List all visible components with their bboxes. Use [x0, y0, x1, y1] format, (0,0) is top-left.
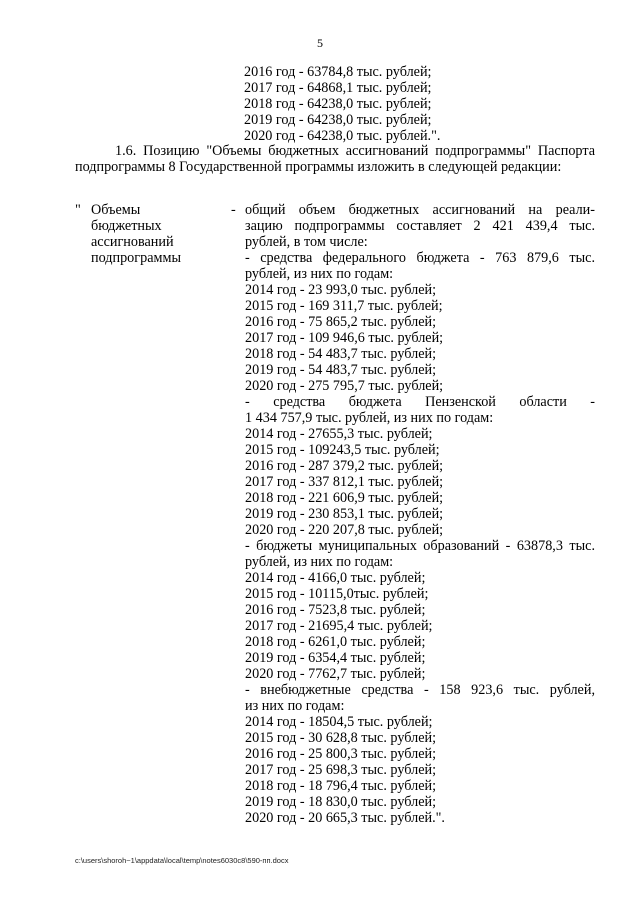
row-label: [91, 202, 221, 266]
federal-year-line: 2015 год - 169 311,7 тыс. рублей;: [245, 298, 443, 314]
extrabudget-year-line: 2020 год - 20 665,3 тыс. рублей.".: [245, 810, 445, 826]
amendment-paragraph: 1.6. Позицию "Объемы бюджетных ассигнований подпрограммы" Паспорта подпрограммы 8 Государственной программы изложить в следующей редакции:: [75, 143, 595, 176]
open-quote: ": [75, 202, 81, 218]
label-line: подпрограммы: [91, 250, 181, 266]
extrabudget-year-line: 2017 год - 25 698,3 тыс. рублей;: [245, 762, 437, 778]
municipal-heading: - бюджеты муниципальных образований - 63878,3 тыс.: [245, 538, 595, 554]
row-dash: -: [231, 202, 236, 218]
extrabudget-heading: - внебюджетные средства - 158 923,6 тыс. рублей,: [245, 682, 595, 698]
row-content: [245, 202, 595, 826]
top-year-list: [244, 64, 440, 144]
year-line: 2018 год - 64238,0 тыс. рублей;: [244, 96, 432, 112]
intro-line: рублей, в том числе:: [245, 234, 368, 250]
municipal-year-line: 2015 год - 10115,0тыс. рублей;: [245, 586, 429, 602]
municipal-year-line: 2019 год - 6354,4 тыс. рублей;: [245, 650, 426, 666]
municipal-year-line: 2017 год - 21695,4 тыс. рублей;: [245, 618, 433, 634]
regional-year-line: 2019 год - 230 853,1 тыс. рублей;: [245, 506, 444, 522]
year-line: 2019 год - 64238,0 тыс. рублей;: [244, 112, 432, 128]
regional-year-line: 2017 год - 337 812,1 тыс. рублей;: [245, 474, 444, 490]
extrabudget-year-line: 2014 год - 18504,5 тыс. рублей;: [245, 714, 433, 730]
extrabudget-heading: из них по годам:: [245, 698, 345, 714]
regional-heading: 1 434 757,9 тыс. рублей, из них по годам:: [245, 410, 494, 426]
federal-year-line: 2014 год - 23 993,0 тыс. рублей;: [245, 282, 437, 298]
regional-year-line: 2014 год - 27655,3 тыс. рублей;: [245, 426, 433, 442]
year-line: 2016 год - 63784,8 тыс. рублей;: [244, 64, 432, 80]
municipal-year-line: 2014 год - 4166,0 тыс. рублей;: [245, 570, 426, 586]
regional-heading: - средства бюджета Пензенской области -: [245, 394, 595, 410]
intro-line: зацию подпрограммы составляет 2 421 439,4 тыс.: [245, 218, 595, 234]
page-number: 5: [317, 36, 323, 50]
extrabudget-year-line: 2016 год - 25 800,3 тыс. рублей;: [245, 746, 437, 762]
federal-year-line: 2017 год - 109 946,6 тыс. рублей;: [245, 330, 444, 346]
federal-year-line: 2019 год - 54 483,7 тыс. рублей;: [245, 362, 437, 378]
regional-year-line: 2016 год - 287 379,2 тыс. рублей;: [245, 458, 444, 474]
federal-year-line: 2020 год - 275 795,7 тыс. рублей;: [245, 378, 444, 394]
municipal-heading: рублей, из них по годам:: [245, 554, 394, 570]
label-line: Объемы: [91, 202, 141, 218]
municipal-year-line: 2016 год - 7523,8 тыс. рублей;: [245, 602, 426, 618]
year-line: 2017 год - 64868,1 тыс. рублей;: [244, 80, 432, 96]
footer-file-path: c:\users\shoroh~1\appdata\local\temp\notes6030c8\590-пп.docx: [75, 856, 289, 865]
extrabudget-year-line: 2019 год - 18 830,0 тыс. рублей;: [245, 794, 437, 810]
federal-heading: рублей, из них по годам:: [245, 266, 394, 282]
regional-year-line: 2015 год - 109243,5 тыс. рублей;: [245, 442, 440, 458]
extrabudget-year-line: 2015 год - 30 628,8 тыс. рублей;: [245, 730, 437, 746]
extrabudget-year-line: 2018 год - 18 796,4 тыс. рублей;: [245, 778, 437, 794]
label-line: ассигнований: [91, 234, 174, 250]
intro-line: общий объем бюджетных ассигнований на реали-: [245, 202, 595, 218]
federal-year-line: 2018 год - 54 483,7 тыс. рублей;: [245, 346, 437, 362]
municipal-year-line: 2018 год - 6261,0 тыс. рублей;: [245, 634, 426, 650]
year-line: 2020 год - 64238,0 тыс. рублей.".: [244, 128, 441, 144]
federal-year-line: 2016 год - 75 865,2 тыс. рублей;: [245, 314, 437, 330]
label-line: бюджетных: [91, 218, 162, 234]
municipal-year-line: 2020 год - 7762,7 тыс. рублей;: [245, 666, 426, 682]
regional-year-line: 2020 год - 220 207,8 тыс. рублей;: [245, 522, 444, 538]
federal-heading: - средства федерального бюджета - 763 879,6 тыс.: [245, 250, 595, 266]
regional-year-line: 2018 год - 221 606,9 тыс. рублей;: [245, 490, 444, 506]
